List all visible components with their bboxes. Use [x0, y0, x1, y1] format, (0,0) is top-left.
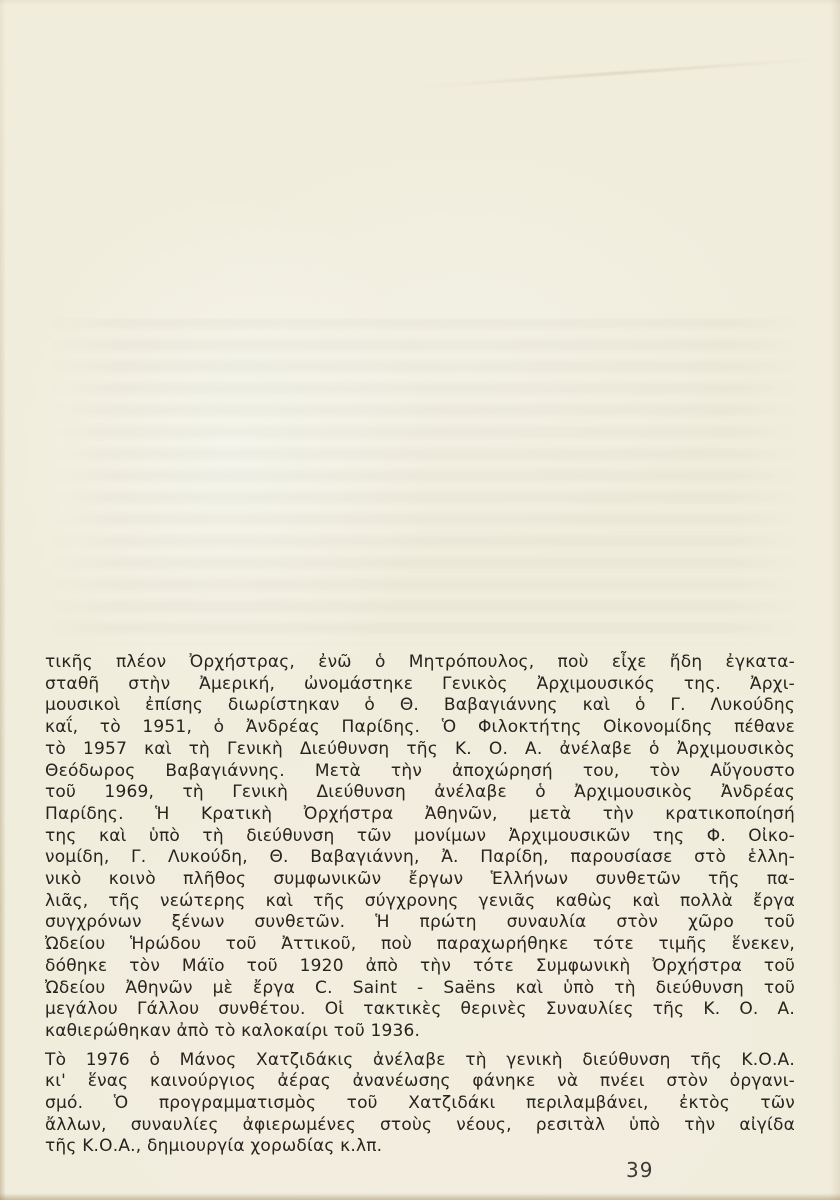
- paragraph-hatzidakis-1976: [45, 1050, 795, 1159]
- paragraph-orchestra-history: [45, 652, 795, 1043]
- text-line: Παρίδης. Ἡ Κρατικὴ Ὀρχήστρα Ἀθηνῶν, μετὰ τὴν κρατικοποίησή: [45, 803, 795, 824]
- text-line: τῆς Κ.Ο.Α., δημιουργία χορωδίας κ.λπ.: [45, 1136, 383, 1157]
- text-line: κι' ἕνας καινούργιος ἀέρας ἀνανέωσης φάνηκε νὰ πνέει στὸν ὀργανι-: [45, 1071, 795, 1092]
- scan-bottom-edge-shadow: [0, 1193, 840, 1200]
- text-line: καθιερώθηκαν ἀπὸ τὸ καλοκαίρι τοῦ 1936.: [45, 1020, 421, 1041]
- text-line: ἄλλων, συναυλίες ἀφιερωμένες στοὺς νέους, ρεσιτὰλ ὑπὸ τὴν αἰγίδα: [45, 1114, 795, 1135]
- paper-crease: [420, 58, 819, 88]
- text-line: τοῦ 1969, τὴ Γενικὴ Διεύθυνση ἀνέλαβε ὁ Ἀρχιμουσικὸς Ἀνδρέας: [45, 782, 795, 803]
- text-line: νομίδη, Γ. Λυκούδη, Θ. Βαβαγιάννη, Ἀ. Παρίδη, παρουσίασε στὸ ἑλλη-: [45, 847, 795, 868]
- showthrough-text-ghost: [48, 318, 800, 646]
- text-line: νικὸ κοινὸ πλῆθος συμφωνικῶν ἔργων Ἑλλήνων συνθετῶν τῆς πα-: [45, 869, 795, 890]
- text-line: σμό. Ὁ προγραμματισμὸς τοῦ Χατζιδάκι περιλαμβάνει, ἐκτὸς τῶν: [45, 1093, 795, 1114]
- text-line: σταθῆ στὴν Ἀμερική, ὠνομάστηκε Γενικὸς Ἀρχιμουσικός της. Ἀρχι-: [45, 673, 795, 694]
- text-line: μουσικοὶ ἐπίσης διωρίστηκαν ὁ Θ. Βαβαγιάννης καὶ ὁ Γ. Λυκούδης: [45, 695, 795, 716]
- text-line: λιᾶς, τῆς νεώτερης καὶ τῆς σύγχρονης γενιᾶς καθὼς καὶ πολλὰ ἔργα: [45, 890, 795, 911]
- text-line: μεγάλου Γάλλου συνθέτου. Οἱ τακτικὲς θερινὲς Συναυλίες τῆς Κ. Ο. Α.: [45, 999, 795, 1020]
- text-line: Ὠδείου Ἡρώδου τοῦ Ἀττικοῦ, ποὺ παραχωρήθηκε τότε τιμῆς ἕνεκεν,: [45, 934, 795, 955]
- text-line: δόθηκε τὸν Μάϊο τοῦ 1920 ἀπὸ τὴν τότε Συμφωνικὴ Ὀρχήστρα τοῦ: [45, 955, 795, 976]
- text-line: τὸ 1957 καὶ τὴ Γενικὴ Διεύθυνση τῆς Κ. Ο. Α. ἀνέλαβε ὁ Ἀρχιμουσικὸς: [45, 738, 795, 759]
- text-line: Θεόδωρος Βαβαγιάννης. Μετὰ τὴν ἀποχώρησή του, τὸν Αὔγουστο: [45, 760, 795, 781]
- text-line: καΐ, τὸ 1951, ὁ Ἀνδρέας Παρίδης. Ὁ Φιλοκτήτης Οἰκονομίδης πέθανε: [45, 717, 795, 738]
- text-line: Ὠδείου Ἀθηνῶν μὲ ἔργα C. Saint - Saëns καὶ ὑπὸ τὴ διεύθυνση τοῦ: [45, 977, 795, 998]
- text-line: Τὸ 1976 ὁ Μάνος Χατζιδάκις ἀνέλαβε τὴ γενικὴ διεύθυνση τῆς Κ.Ο.Α.: [45, 1049, 795, 1070]
- body-text: [45, 652, 795, 1158]
- text-line: της καὶ ὑπὸ τὴ διεύθυνση τῶν μονίμων Ἀρχιμουσικῶν της Φ. Οἰκο-: [45, 825, 795, 846]
- scan-right-edge-shadow: [830, 0, 840, 1200]
- text-line: συγχρόνων ξένων συνθετῶν. Ἡ πρώτη συναυλία στὸν χῶρο τοῦ: [45, 912, 795, 933]
- page-number: 39: [626, 1158, 654, 1182]
- scan-left-edge-shadow: [0, 0, 6, 1200]
- text-line: τικῆς πλέον Ὀρχήστρας, ἐνῶ ὁ Μητρόπουλος, ποὺ εἶχε ἤδη ἐγκατα-: [45, 652, 795, 672]
- scan-top-edge-shadow: [0, 0, 840, 5]
